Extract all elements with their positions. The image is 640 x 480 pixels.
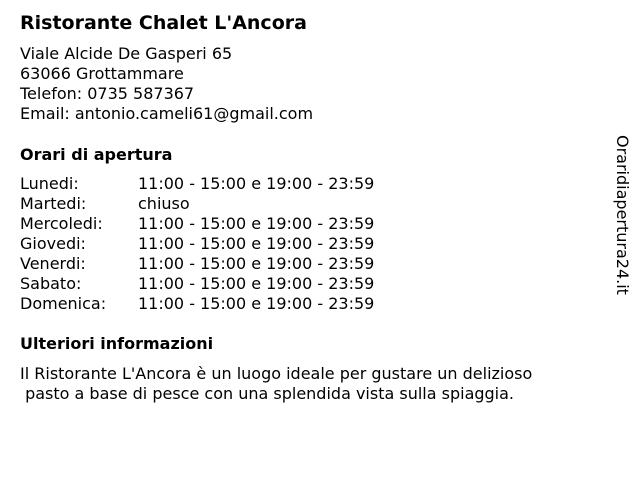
day-label: Domenica: [20, 294, 107, 313]
day-label: Mercoledi: [20, 214, 103, 233]
day-label: Sabato: [20, 274, 82, 293]
opening-hours-title: Orari di apertura [20, 145, 173, 164]
info-line: Il Ristorante L'Ancora è un luogo ideale per gustare un delizioso [20, 364, 533, 383]
time-value: chiuso [138, 194, 190, 213]
time-value: 11:00 - 15:00 e 19:00 - 23:59 [138, 254, 375, 273]
info-line: pasto a base di pesce con una splendida vista sulla spiaggia. [20, 384, 515, 403]
time-value: 11:00 - 15:00 e 19:00 - 23:59 [138, 214, 375, 233]
day-label: Venerdi: [20, 254, 86, 273]
opening-hours-table [20, 174, 374, 314]
email-address: Email: antonio.cameli61@gmail.com [20, 104, 314, 123]
additional-info-title: Ulteriori informazioni [20, 334, 214, 353]
time-value: 11:00 - 15:00 e 19:00 - 23:59 [138, 274, 375, 293]
additional-info-text [20, 364, 600, 404]
restaurant-title: Ristorante Chalet L'Ancora [20, 12, 307, 34]
hours-row [20, 234, 374, 254]
hours-row [20, 294, 374, 314]
hours-row [20, 274, 374, 294]
day-label: Lunedi: [20, 174, 79, 193]
time-value: 11:00 - 15:00 e 19:00 - 23:59 [138, 174, 375, 193]
site-watermark: Oraridiapertura24.it [613, 135, 632, 295]
time-value: 11:00 - 15:00 e 19:00 - 23:59 [138, 234, 375, 253]
phone-number: Telefon: 0735 587367 [20, 84, 195, 103]
time-value: 11:00 - 15:00 e 19:00 - 23:59 [138, 294, 375, 313]
day-label: Martedi: [20, 194, 87, 213]
hours-row [20, 174, 374, 194]
hours-row [20, 254, 374, 274]
street-address: Viale Alcide De Gasperi 65 [20, 44, 233, 63]
hours-row [20, 214, 374, 234]
hours-row [20, 194, 374, 214]
day-label: Giovedi: [20, 234, 86, 253]
address-block [20, 44, 313, 124]
city-address: 63066 Grottammare [20, 64, 184, 83]
